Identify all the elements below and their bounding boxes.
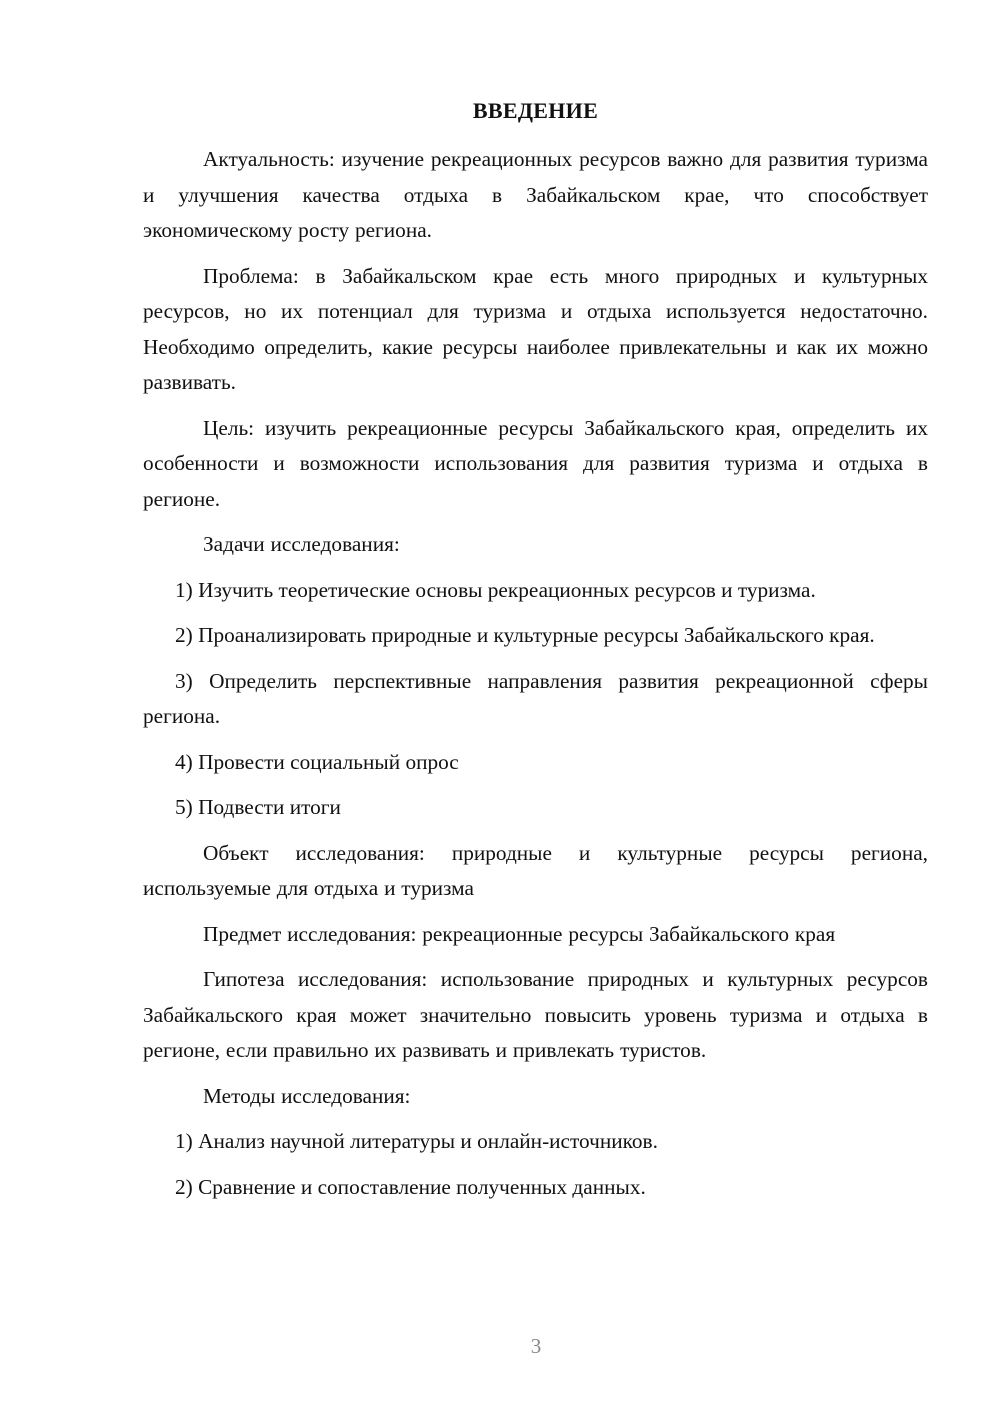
method-item-1: 1) Анализ научной литературы и онлайн-источников. [175,1129,658,1153]
method-item-2: 2) Сравнение и сопоставление полученных данных. [175,1174,646,1199]
relevance-paragraph: Актуальность: изучение рекреационных ресурсов важно для развития туризма и улучшения качества отдыха в Забайкальском крае, что способствует экономическому росту региона. [143,147,928,242]
subject-paragraph: Предмет исследования: рекреационные ресурсы Забайкальского края [203,921,836,946]
task-item-2: 2) Проанализировать природные и культурные ресурсы Забайкальского края. [175,623,875,647]
task-item-1: 1) Изучить теоретические основы рекреационных ресурсов и туризма. [175,577,816,602]
task-item-4: 4) Провести социальный опрос [175,749,459,774]
page-number: 3 [530,1334,542,1358]
task-item-3: 3) Определить перспективные направления развития рекреационной сферы региона. [143,668,928,728]
object-paragraph: Объект исследования: природные и культурные ресурсы региона, используемые для отдыха и туризма [143,840,928,900]
task-item-5: 5) Подвести итоги [175,795,341,819]
problem-paragraph: Проблема: в Забайкальском крае есть много природных и культурных ресурсов, но их потенциал для туризма и отдыха используется недостаточно. Необходимо определить, какие ресурсы наиболее привлекательны и как их можно развивать. [143,263,928,394]
tasks-title: Задачи исследования: [203,532,400,556]
document-page [143,96,928,1215]
hypothesis-paragraph: Гипотеза исследования: использование природных и культурных ресурсов Забайкальского края может значительно повысить уровень туризма и отдыха в регионе, если правильно их развивать и привлекать туристов. [143,967,928,1062]
methods-title: Методы исследования: [203,1083,411,1108]
goal-paragraph: Цель: изучить рекреационные ресурсы Забайкальского края, определить их особенности и возможности использования для развития туризма и отдыха в регионе. [143,415,928,511]
section-heading: ВВЕДЕНИЕ [472,98,599,123]
